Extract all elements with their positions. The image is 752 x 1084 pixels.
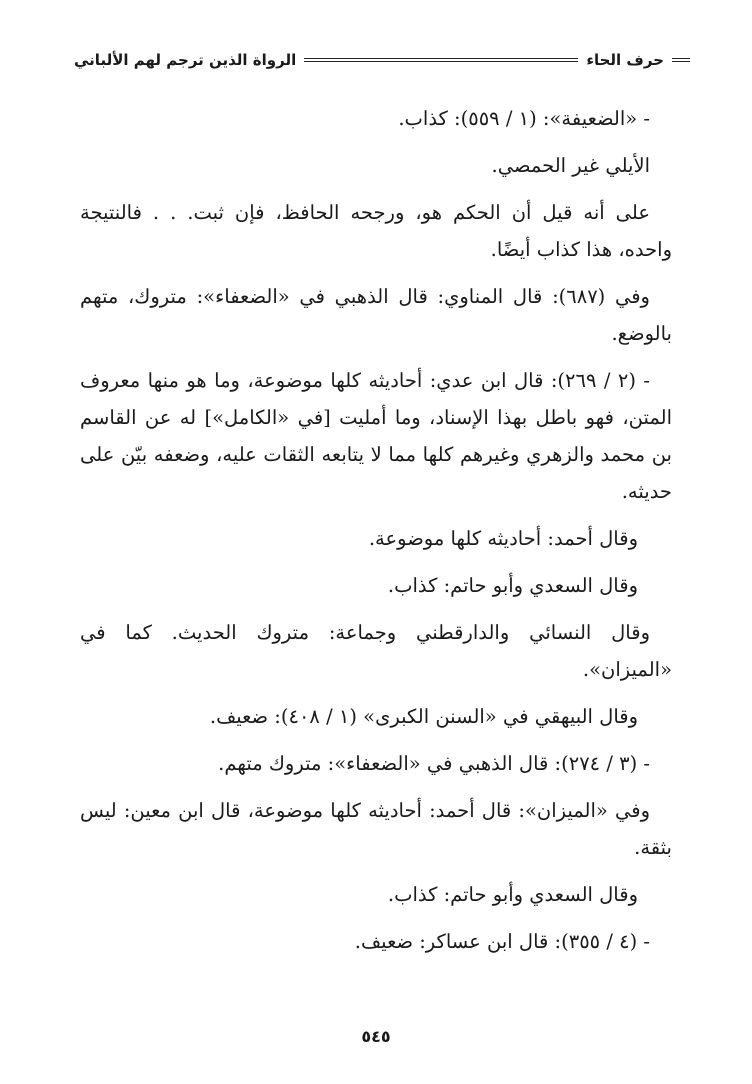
paragraph-2: الأيلي غير الحمصي.: [491, 154, 650, 177]
paragraph-6: وقال أحمد: أحاديثه كلها موضوعة.: [368, 527, 638, 550]
paragraph-5: - (٢ / ٢٦٩): قال ابن عدي: أحاديثه كلها موضوعة، وما هو منها معروف المتن، فهو باطل بهذا الإسناد، وما أمليت [في «الكامل»] له عن القاسم بن محمد والزهري وغيرهم كلها مما لا يتابعه الثقات عليه، وضعفه بيّن على حديثه.: [80, 369, 672, 503]
paragraph-1: - «الضعيفة»: (١ / ٥٥٩): كذاب.: [398, 107, 650, 130]
page-number: ٥٤٥: [361, 1027, 391, 1046]
paragraph-11: وفي «الميزان»: قال أحمد: أحاديثه كلها موضوعة، قال ابن معين: ليس بثقة.: [80, 799, 672, 859]
paragraph-7: وقال السعدي وأبو حاتم: كذاب.: [387, 574, 638, 597]
paragraph-13: - (٤ / ٣٥٥): قال ابن عساكر: ضعيف.: [354, 930, 650, 953]
chapter-title: حرف الحاء: [586, 51, 664, 69]
book-title: الرواة الذين ترجم لهم الألباني: [74, 51, 297, 69]
page-body: [80, 100, 672, 970]
header-rule: [304, 58, 578, 62]
header-rule-lead: [672, 58, 690, 62]
paragraph-12: وقال السعدي وأبو حاتم: كذاب.: [387, 883, 638, 906]
paragraph-9: وقال البيهقي في «السنن الكبرى» (١ / ٤٠٨): ضعيف.: [209, 705, 638, 728]
running-header: [74, 48, 690, 72]
paragraph-8: وقال النسائي والدارقطني وجماعة: متروك الحديث. كما في «الميزان».: [80, 621, 672, 681]
paragraph-10: - (٣ / ٢٧٤): قال الذهبي في «الضعفاء»: متروك متهم.: [218, 752, 650, 775]
paragraph-3: على أنه قيل أن الحكم هو، ورجحه الحافظ، فإن ثبت. . . فالنتيجة واحده، هذا كذاب أيضًا.: [80, 201, 672, 261]
paragraph-4: وفي (٦٨٧): قال المناوي: قال الذهبي في «الضعفاء»: متروك، متهم بالوضع.: [80, 285, 672, 345]
